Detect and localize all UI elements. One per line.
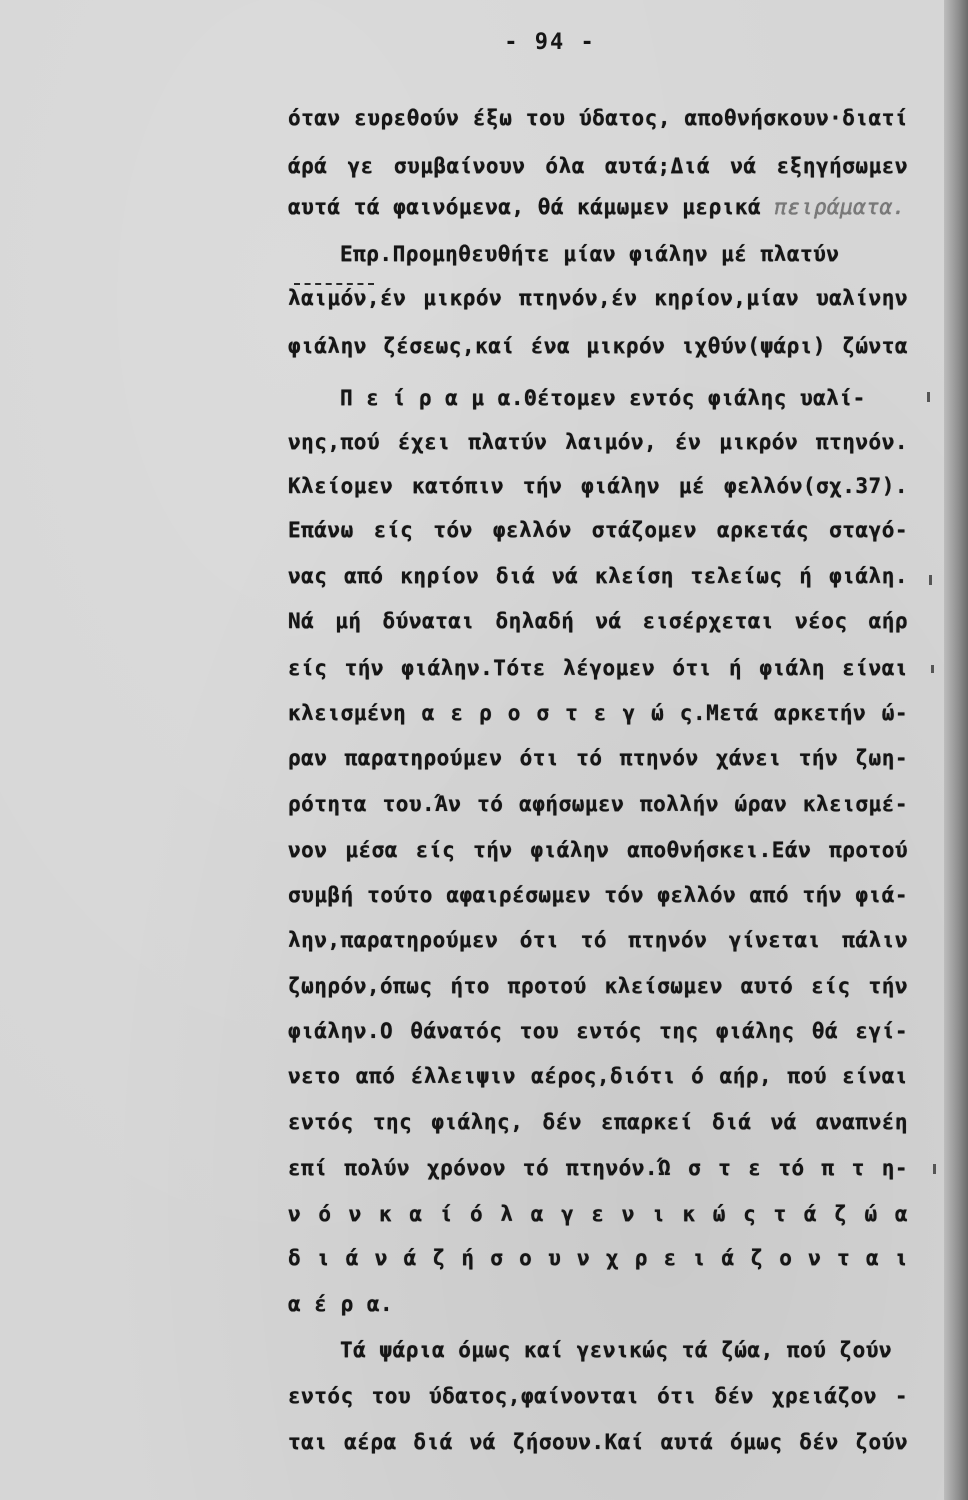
heading-underline (294, 283, 374, 285)
text-line: είς τήν φιάλην.Τότε λέγομεν ότι ή φιάλη είναι (288, 656, 908, 680)
margin-mark (927, 392, 930, 402)
margin-mark (933, 1164, 936, 1174)
text-line: άρά γε συμβαίνουν όλα αυτά;Διά νά εξηγήσωμεν (288, 154, 908, 178)
text-line: α έ ρ α. (288, 1292, 394, 1316)
page-number: - 94 - (504, 30, 596, 55)
text-line: λαιμόν,έν μικρόν πτηνόν,έν κηρίον,μίαν υαλίνην (288, 286, 908, 310)
text-line: φιάλην ζέσεως,καί ένα μικρόν ιχθύν(ψάρι) ζώντα (288, 334, 908, 358)
margin-mark (931, 665, 934, 673)
text-line: ρότητα του.Άν τό αφήσωμεν πολλήν ώραν κλεισμέ- (288, 792, 908, 816)
text-line: Κλείομεν κατόπιν τήν φιάλην μέ φελλόν(σχ.37). (288, 474, 908, 498)
text-line: ραν παρατηρούμεν ότι τό πτηνόν χάνει τήν ζωη- (288, 746, 908, 770)
text-line: Π ε ί ρ α μ α.Θέτομεν εντός φιάλης υαλί- (340, 386, 866, 410)
margin-mark (929, 575, 932, 585)
text-line: Επάνω είς τόν φελλόν στάζομεν αρκετάς σταγό- (288, 518, 908, 542)
text-line: φιάλην.Ο θάνατός του εντός της φιάλης θά εγί- (288, 1019, 908, 1043)
text-line: Τά ψάρια όμως καί γενικώς τά ζώα, πού ζούν (340, 1338, 893, 1362)
text-line: νης,πού έχει πλατύν λαιμόν, έν μικρόν πτηνόν. (288, 430, 908, 454)
text-line: νας από κηρίον διά νά κλείση τελείως ή φιάλη. (288, 564, 908, 588)
text-line: Νά μή δύναται δηλαδή νά εισέρχεται νέος αήρ (288, 609, 908, 633)
text-line: κλεισμένη α ε ρ ο σ τ ε γ ώ ς.Μετά αρκετήν ώ- (288, 701, 908, 725)
text-line: λην,παρατηρούμεν ότι τό πτηνόν γίνεται πάλιν (288, 928, 908, 952)
text-line: συμβή τούτο αφαιρέσωμεν τόν φελλόν από τήν φιά- (288, 883, 908, 907)
text-line: ζωηρόν,όπως ήτο προτού κλείσωμεν αυτό είς τήν (288, 974, 908, 998)
text-line-main: αυτά τά φαινόμενα, θά κάμωμεν μερικά (288, 195, 762, 219)
text-line: ται αέρα διά νά ζήσουν.Καί αυτά όμως δέν ζούν (288, 1430, 908, 1454)
text-line: νετο από έλλειψιν αέρος,διότι ό αήρ, πού είναι (288, 1064, 908, 1088)
text-line: εντός της φιάλης, δέν επαρκεί διά νά αναπνέη (288, 1110, 908, 1134)
text-line: επί πολύν χρόνον τό πτηνόν.Ώ σ τ ε τό π τ η- (288, 1156, 908, 1180)
text-line: εντός του ύδατος,φαίνονται ότι δέν χρειάζον - (288, 1384, 908, 1408)
handwritten-insert: πειράματα. (774, 195, 906, 219)
text-line: ν ό ν κ α ί ό λ α γ ε ν ι κ ώ ς τ ά ζ ώ α (288, 1202, 908, 1226)
text-line (288, 197, 908, 218)
binding-shadow (944, 0, 968, 1500)
text-line: νον μέσα είς τήν φιάλην αποθνήσκει.Εάν προτού (288, 838, 908, 862)
text-line: Επρ.Προμηθευθήτε μίαν φιάλην μέ πλατύν (340, 242, 840, 266)
text-line: όταν ευρεθούν έξω του ύδατος, αποθνήσκουν·διατί (288, 106, 908, 130)
text-line: δ ι ά ν ά ζ ή σ ο υ ν χ ρ ε ι ά ζ ο ν τ α ι (288, 1246, 908, 1270)
